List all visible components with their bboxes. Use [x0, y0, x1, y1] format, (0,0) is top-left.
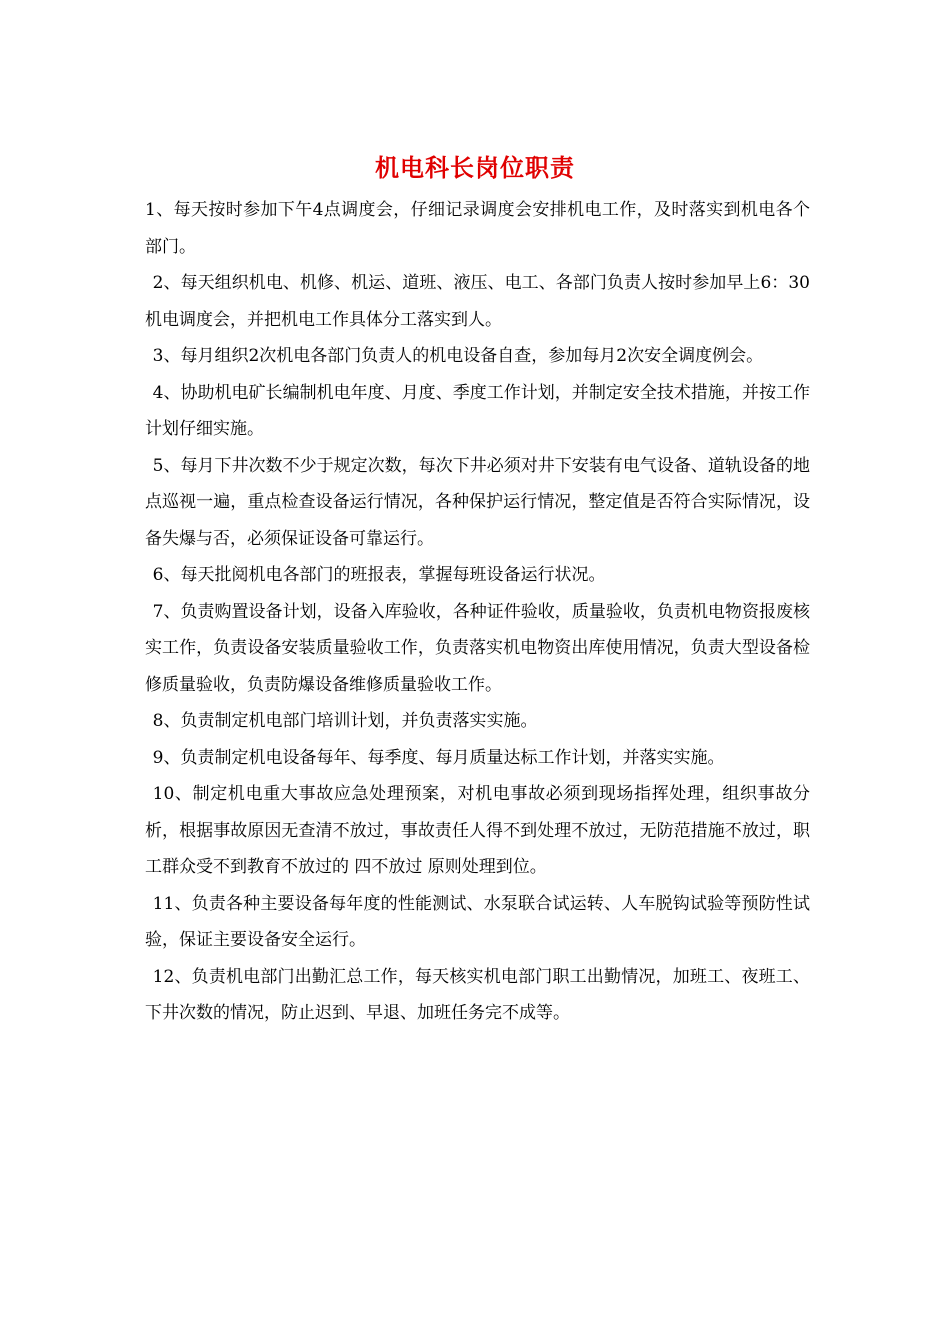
duty-item-12: 12、负责机电部门出勤汇总工作，每天核实机电部门职工出勤情况，加班工、夜班工、下井次数的情况，防止迟到、早退、加班任务完不成等。 [145, 966, 810, 1023]
duty-item-7: 7、负责购置设备计划，设备入库验收，各种证件验收，质量验收，负责机电物资报废核实工作，负责设备安装质量验收工作，负责落实机电物资出库使用情况，负责大型设备检修质量验收，负责防爆设备维修质量验收工作。 [145, 601, 810, 695]
duty-item-10: 10、制定机电重大事故应急处理预案，对机电事故必须到现场指挥处理，组织事故分析，根据事故原因无查清不放过，事故责任人得不到处理不放过，无防范措施不放过，职工群众受不到教育不放过的 四不放过 原则处理到位。 [145, 784, 810, 877]
duty-item-3: 3、每月组织2次机电各部门负责人的机电设备自查，参加每月2次安全调度例会。 [152, 346, 764, 366]
duty-item-1: 1、每天按时参加下午4点调度会，仔细记录调度会安排机电工作，及时落实到机电各个部门。 [145, 200, 810, 257]
duty-item-4: 4、协助机电矿长编制机电年度、月度、季度工作计划，并制定安全技术措施，并按工作计划仔细实施。 [145, 382, 810, 439]
duty-item-8: 8、负责制定机电部门培训计划，并负责落实实施。 [152, 711, 538, 731]
duty-item-11: 11、负责各种主要设备每年度的性能测试、水泵联合试运转、人车脱钩试验等预防性试验，保证主要设备安全运行。 [145, 893, 810, 950]
document-body [145, 192, 810, 1032]
document-title: 机电科长岗位职责 [375, 153, 575, 182]
duty-item-6: 6、每天批阅机电各部门的班报表，掌握每班设备运行状况。 [152, 565, 606, 585]
duty-item-5: 5、每月下井次数不少于规定次数，每次下井必须对井下安装有电气设备、道轨设备的地点巡视一遍，重点检查设备运行情况，各种保护运行情况，整定值是否符合实际情况，设备失爆与否，必须保证设备可靠运行。 [145, 455, 810, 549]
duty-item-9: 9、负责制定机电设备每年、每季度、每月质量达标工作计划，并落实实施。 [152, 747, 725, 768]
duty-item-2: 2、每天组织机电、机修、机运、道班、液压、电工、各部门负责人按时参加早上6：30机电调度会，并把机电工作具体分工落实到人。 [145, 273, 810, 330]
